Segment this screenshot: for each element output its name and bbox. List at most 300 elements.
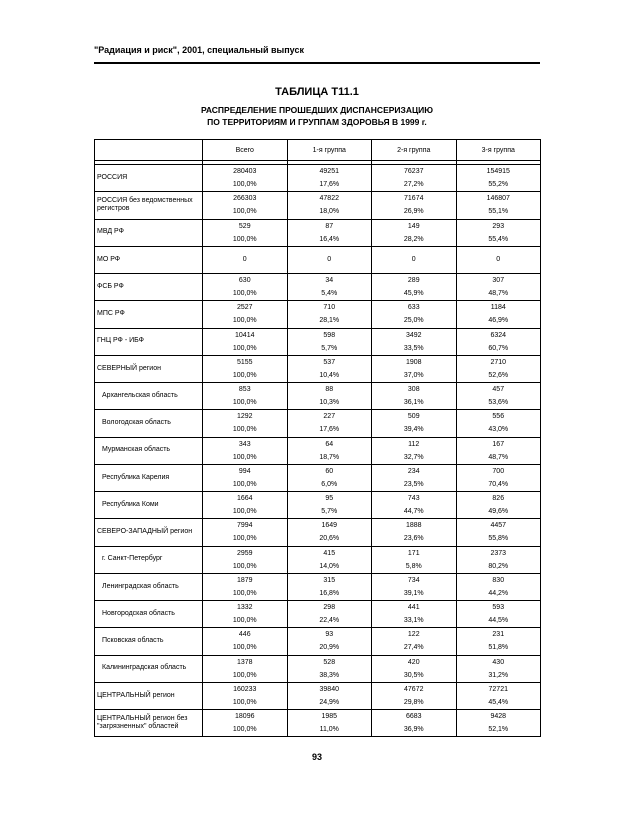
percent-value: 52,1% bbox=[488, 726, 509, 734]
percent-value: 33,5% bbox=[403, 344, 424, 352]
count-value: 598 bbox=[323, 331, 336, 339]
health-groups-table bbox=[94, 139, 541, 737]
count-value: 3492 bbox=[405, 331, 422, 339]
cell-group-1 bbox=[287, 301, 372, 328]
percent-value: 70,4% bbox=[488, 480, 509, 488]
percent-value: 38,3% bbox=[319, 671, 340, 679]
cell-group-1 bbox=[287, 410, 372, 437]
percent-value: 18,0% bbox=[319, 208, 340, 216]
cell-group-1 bbox=[287, 655, 372, 682]
percent-value: 100,0% bbox=[232, 317, 257, 325]
percent-value: 28,2% bbox=[403, 235, 424, 243]
percent-value: 16,8% bbox=[319, 589, 340, 597]
cell-group-1 bbox=[287, 328, 372, 355]
percent-value: 18,7% bbox=[319, 453, 340, 461]
percent-value: 100,0% bbox=[232, 208, 257, 216]
table-row bbox=[95, 655, 541, 682]
table-row bbox=[95, 192, 541, 219]
count-value: 76237 bbox=[404, 168, 424, 176]
count-value: 34 bbox=[325, 277, 334, 285]
count-value: 0 bbox=[411, 256, 416, 264]
count-value: 743 bbox=[407, 495, 420, 503]
percent-value: 100,0% bbox=[232, 562, 257, 570]
table-row bbox=[95, 355, 541, 382]
count-value: 10414 bbox=[235, 331, 255, 339]
cell-group-3 bbox=[456, 301, 541, 328]
row-label: РОССИЯ без ведомственных регистров bbox=[95, 192, 203, 219]
count-value: 1378 bbox=[236, 658, 253, 666]
row-label: Республика Коми bbox=[95, 492, 203, 519]
count-value: 509 bbox=[407, 413, 420, 421]
row-label: г. Санкт-Петербург bbox=[95, 546, 203, 573]
count-value: 830 bbox=[492, 576, 505, 584]
percent-value: 36,1% bbox=[403, 399, 424, 407]
cell-total bbox=[203, 165, 288, 192]
cell-group-2 bbox=[372, 437, 457, 464]
header-row bbox=[95, 140, 541, 161]
cell-total bbox=[203, 519, 288, 546]
running-header: "Радиация и риск", 2001, специальный выпуск bbox=[94, 45, 304, 55]
cell-group-1 bbox=[287, 383, 372, 410]
count-value: 266303 bbox=[233, 195, 257, 203]
cell-group-1 bbox=[287, 573, 372, 600]
cell-group-2 bbox=[372, 383, 457, 410]
cell-group-3 bbox=[456, 464, 541, 491]
cell-group-2 bbox=[372, 165, 457, 192]
row-label: МПС РФ bbox=[95, 301, 203, 328]
table-row bbox=[95, 383, 541, 410]
cell-group-3 bbox=[456, 328, 541, 355]
table-row bbox=[95, 165, 541, 192]
header-rule bbox=[94, 62, 540, 64]
percent-value: 33,1% bbox=[403, 617, 424, 625]
cell-group-3 bbox=[456, 573, 541, 600]
percent-value: 55,4% bbox=[488, 235, 509, 243]
cell-group-1 bbox=[287, 437, 372, 464]
count-value: 1879 bbox=[236, 576, 253, 584]
count-value: 441 bbox=[407, 604, 420, 612]
table-row bbox=[95, 710, 541, 737]
row-label: Мурманская область bbox=[95, 437, 203, 464]
percent-value: 100,0% bbox=[232, 726, 257, 734]
percent-value: 31,2% bbox=[488, 671, 509, 679]
count-value: 1649 bbox=[321, 522, 338, 530]
percent-value: 100,0% bbox=[232, 371, 257, 379]
cell-group-2 bbox=[372, 519, 457, 546]
table-row bbox=[95, 492, 541, 519]
table-row bbox=[95, 301, 541, 328]
cell-total bbox=[203, 464, 288, 491]
percent-value: 100,0% bbox=[232, 589, 257, 597]
percent-value: 60,7% bbox=[488, 344, 509, 352]
count-value: 308 bbox=[407, 386, 420, 394]
cell-group-3 bbox=[456, 601, 541, 628]
row-label: Новгородская область bbox=[95, 601, 203, 628]
cell-total bbox=[203, 219, 288, 246]
count-value: 160233 bbox=[233, 685, 257, 693]
percent-value: 48,7% bbox=[488, 290, 509, 298]
count-value: 167 bbox=[492, 440, 505, 448]
table-row bbox=[95, 628, 541, 655]
table-title: ТАБЛИЦА Т11.1 bbox=[275, 86, 359, 98]
count-value: 171 bbox=[407, 549, 420, 557]
cell-total bbox=[203, 410, 288, 437]
cell-group-1 bbox=[287, 601, 372, 628]
cell-group-1 bbox=[287, 246, 372, 273]
cell-group-2 bbox=[372, 546, 457, 573]
cell-group-2 bbox=[372, 601, 457, 628]
cell-group-1 bbox=[287, 546, 372, 573]
count-value: 1908 bbox=[405, 358, 422, 366]
count-value: 5155 bbox=[236, 358, 253, 366]
count-value: 700 bbox=[492, 467, 505, 475]
count-value: 9428 bbox=[490, 713, 507, 721]
table-row bbox=[95, 464, 541, 491]
row-label: ЦЕНТРАЛЬНЫЙ регион bbox=[95, 682, 203, 709]
count-value: 293 bbox=[492, 222, 505, 230]
cell-group-3 bbox=[456, 355, 541, 382]
percent-value: 100,0% bbox=[232, 644, 257, 652]
cell-group-3 bbox=[456, 628, 541, 655]
count-value: 47672 bbox=[404, 685, 424, 693]
percent-value: 39,1% bbox=[403, 589, 424, 597]
count-value: 537 bbox=[323, 358, 336, 366]
count-value: 420 bbox=[407, 658, 420, 666]
row-label: Вологодская область bbox=[95, 410, 203, 437]
count-value: 60 bbox=[325, 467, 334, 475]
percent-value: 5,7% bbox=[321, 344, 338, 352]
count-value: 994 bbox=[238, 467, 251, 475]
percent-value: 5,7% bbox=[321, 508, 338, 516]
cell-group-2 bbox=[372, 492, 457, 519]
percent-value: 100,0% bbox=[232, 617, 257, 625]
percent-value: 25,0% bbox=[403, 317, 424, 325]
cell-group-2 bbox=[372, 219, 457, 246]
percent-value: 20,6% bbox=[319, 535, 340, 543]
count-value: 72721 bbox=[488, 685, 508, 693]
row-label: ГНЦ РФ - ИБФ bbox=[95, 328, 203, 355]
row-label: РОССИЯ bbox=[95, 165, 203, 192]
column-header-group-2: 2-я группа bbox=[372, 140, 457, 161]
cell-group-2 bbox=[372, 192, 457, 219]
percent-value: 45,9% bbox=[403, 290, 424, 298]
percent-value: 5,4% bbox=[321, 290, 338, 298]
count-value: 1292 bbox=[236, 413, 253, 421]
table-row bbox=[95, 274, 541, 301]
cell-total bbox=[203, 274, 288, 301]
percent-value: 17,6% bbox=[319, 181, 340, 189]
count-value: 289 bbox=[407, 277, 420, 285]
count-value: 4457 bbox=[490, 522, 507, 530]
column-header-group-3: 3-я группа bbox=[456, 140, 541, 161]
percent-value: 100,0% bbox=[232, 399, 257, 407]
percent-value: 53,6% bbox=[488, 399, 509, 407]
count-value: 95 bbox=[325, 495, 334, 503]
count-value: 0 bbox=[496, 256, 501, 264]
count-value: 0 bbox=[327, 256, 332, 264]
percent-value: 51,8% bbox=[488, 644, 509, 652]
count-value: 556 bbox=[492, 413, 505, 421]
cell-total bbox=[203, 246, 288, 273]
row-label: МВД РФ bbox=[95, 219, 203, 246]
page-number: 93 bbox=[311, 752, 322, 762]
count-value: 298 bbox=[323, 604, 336, 612]
count-value: 2959 bbox=[236, 549, 253, 557]
cell-total bbox=[203, 546, 288, 573]
cell-total bbox=[203, 682, 288, 709]
table-header bbox=[95, 140, 541, 161]
cell-total bbox=[203, 628, 288, 655]
column-header-total: Всего bbox=[203, 140, 288, 161]
count-value: 528 bbox=[323, 658, 336, 666]
percent-value: 6,0% bbox=[321, 480, 338, 488]
percent-value: 16,4% bbox=[319, 235, 340, 243]
percent-value: 52,6% bbox=[488, 371, 509, 379]
count-value: 415 bbox=[323, 549, 336, 557]
table-row bbox=[95, 519, 541, 546]
percent-value: 100,0% bbox=[232, 698, 257, 706]
percent-value: 45,4% bbox=[488, 698, 509, 706]
cell-group-3 bbox=[456, 710, 541, 737]
table-row bbox=[95, 410, 541, 437]
percent-value: 22,4% bbox=[319, 617, 340, 625]
percent-value: 11,0% bbox=[319, 726, 339, 734]
row-label: МО РФ bbox=[95, 246, 203, 273]
cell-group-3 bbox=[456, 192, 541, 219]
cell-total bbox=[203, 328, 288, 355]
count-value: 93 bbox=[325, 631, 334, 639]
cell-group-1 bbox=[287, 710, 372, 737]
cell-group-2 bbox=[372, 246, 457, 273]
percent-value: 23,6% bbox=[403, 535, 424, 543]
count-value: 630 bbox=[238, 277, 251, 285]
count-value: 1184 bbox=[490, 304, 506, 312]
table-row bbox=[95, 546, 541, 573]
count-value: 457 bbox=[492, 386, 505, 394]
cell-group-1 bbox=[287, 519, 372, 546]
percent-value: 17,6% bbox=[319, 426, 340, 434]
percent-value: 23,5% bbox=[403, 480, 424, 488]
row-label: ФСБ РФ bbox=[95, 274, 203, 301]
row-label: ЦЕНТРАЛЬНЫЙ регион без "загрязненных" областей bbox=[95, 710, 203, 737]
row-label: Псковская область bbox=[95, 628, 203, 655]
row-label: СЕВЕРО-ЗАПАДНЫЙ регион bbox=[95, 519, 203, 546]
count-value: 853 bbox=[238, 386, 251, 394]
count-value: 122 bbox=[407, 631, 420, 639]
percent-value: 44,5% bbox=[488, 617, 509, 625]
cell-group-2 bbox=[372, 274, 457, 301]
cell-total bbox=[203, 437, 288, 464]
count-value: 280403 bbox=[233, 168, 257, 176]
header-corner bbox=[95, 140, 203, 161]
cell-total bbox=[203, 655, 288, 682]
count-value: 71674 bbox=[404, 195, 424, 203]
percent-value: 55,2% bbox=[488, 181, 509, 189]
cell-group-2 bbox=[372, 710, 457, 737]
percent-value: 28,1% bbox=[319, 317, 340, 325]
count-value: 1332 bbox=[236, 604, 253, 612]
table-row bbox=[95, 573, 541, 600]
cell-group-2 bbox=[372, 464, 457, 491]
percent-value: 48,7% bbox=[488, 453, 509, 461]
cell-group-1 bbox=[287, 192, 372, 219]
percent-value: 49,6% bbox=[488, 508, 509, 516]
percent-value: 43,0% bbox=[488, 426, 509, 434]
table-row bbox=[95, 219, 541, 246]
cell-group-1 bbox=[287, 165, 372, 192]
percent-value: 26,9% bbox=[403, 208, 424, 216]
count-value: 87 bbox=[325, 222, 334, 230]
cell-group-3 bbox=[456, 246, 541, 273]
count-value: 227 bbox=[323, 413, 336, 421]
cell-group-3 bbox=[456, 274, 541, 301]
cell-group-3 bbox=[456, 519, 541, 546]
cell-group-2 bbox=[372, 628, 457, 655]
table-row bbox=[95, 246, 541, 273]
percent-value: 44,7% bbox=[403, 508, 424, 516]
row-label: Республика Карелия bbox=[95, 464, 203, 491]
count-value: 446 bbox=[238, 631, 251, 639]
percent-value: 100,0% bbox=[232, 535, 257, 543]
cell-group-3 bbox=[456, 437, 541, 464]
cell-total bbox=[203, 301, 288, 328]
cell-group-3 bbox=[456, 219, 541, 246]
count-value: 47822 bbox=[319, 195, 339, 203]
count-value: 1985 bbox=[321, 713, 338, 721]
count-value: 112 bbox=[408, 440, 420, 448]
count-value: 0 bbox=[242, 256, 247, 264]
count-value: 710 bbox=[323, 304, 336, 312]
count-value: 39840 bbox=[319, 685, 339, 693]
count-value: 231 bbox=[492, 631, 505, 639]
count-value: 315 bbox=[323, 576, 336, 584]
cell-group-3 bbox=[456, 492, 541, 519]
table-row bbox=[95, 601, 541, 628]
cell-total bbox=[203, 573, 288, 600]
count-value: 2710 bbox=[490, 358, 507, 366]
subtitle-line-1: РАСПРЕДЕЛЕНИЕ ПРОШЕДШИХ ДИСПАНСЕРИЗАЦИЮ bbox=[200, 105, 434, 115]
count-value: 529 bbox=[238, 222, 251, 230]
percent-value: 39,4% bbox=[403, 426, 424, 434]
count-value: 146807 bbox=[486, 195, 510, 203]
percent-value: 24,9% bbox=[319, 698, 340, 706]
cell-group-2 bbox=[372, 410, 457, 437]
cell-group-1 bbox=[287, 355, 372, 382]
cell-group-1 bbox=[287, 628, 372, 655]
count-value: 49251 bbox=[319, 168, 339, 176]
cell-group-3 bbox=[456, 383, 541, 410]
percent-value: 55,8% bbox=[488, 535, 509, 543]
percent-value: 100,0% bbox=[232, 508, 257, 516]
percent-value: 27,4% bbox=[403, 644, 424, 652]
percent-value: 27,2% bbox=[403, 181, 424, 189]
cell-total bbox=[203, 601, 288, 628]
cell-group-2 bbox=[372, 301, 457, 328]
count-value: 734 bbox=[407, 576, 420, 584]
cell-group-2 bbox=[372, 682, 457, 709]
cell-group-1 bbox=[287, 464, 372, 491]
row-label: Ленинградская область bbox=[95, 573, 203, 600]
percent-value: 29,8% bbox=[403, 698, 424, 706]
table-subtitle bbox=[0, 104, 634, 128]
count-value: 826 bbox=[492, 495, 505, 503]
count-value: 1664 bbox=[236, 495, 253, 503]
percent-value: 10,4% bbox=[319, 371, 340, 379]
table-row bbox=[95, 682, 541, 709]
cell-group-1 bbox=[287, 682, 372, 709]
percent-value: 100,0% bbox=[232, 235, 257, 243]
count-value: 18096 bbox=[235, 713, 255, 721]
count-value: 2527 bbox=[236, 304, 253, 312]
cell-group-3 bbox=[456, 410, 541, 437]
count-value: 2373 bbox=[490, 549, 507, 557]
count-value: 234 bbox=[407, 467, 420, 475]
percent-value: 37,0% bbox=[403, 371, 424, 379]
cell-total bbox=[203, 192, 288, 219]
percent-value: 55,1% bbox=[488, 208, 509, 216]
count-value: 64 bbox=[325, 440, 334, 448]
percent-value: 100,0% bbox=[232, 453, 257, 461]
percent-value: 100,0% bbox=[232, 290, 257, 298]
count-value: 6324 bbox=[490, 331, 507, 339]
count-value: 149 bbox=[407, 222, 420, 230]
table-row bbox=[95, 328, 541, 355]
percent-value: 44,2% bbox=[488, 589, 509, 597]
table-body bbox=[95, 161, 541, 737]
count-value: 343 bbox=[238, 440, 251, 448]
percent-value: 10,3% bbox=[319, 399, 340, 407]
count-value: 154915 bbox=[486, 168, 510, 176]
column-header-group-1: 1-я группа bbox=[287, 140, 372, 161]
cell-group-3 bbox=[456, 682, 541, 709]
cell-group-3 bbox=[456, 655, 541, 682]
cell-group-3 bbox=[456, 546, 541, 573]
percent-value: 32,7% bbox=[403, 453, 424, 461]
cell-total bbox=[203, 355, 288, 382]
percent-value: 5,8% bbox=[405, 562, 422, 570]
cell-group-2 bbox=[372, 655, 457, 682]
percent-value: 14,0% bbox=[319, 562, 340, 570]
percent-value: 100,0% bbox=[232, 480, 257, 488]
percent-value: 100,0% bbox=[232, 671, 257, 679]
count-value: 633 bbox=[407, 304, 420, 312]
percent-value: 100,0% bbox=[232, 181, 257, 189]
cell-group-3 bbox=[456, 165, 541, 192]
percent-value: 46,9% bbox=[488, 317, 509, 325]
percent-value: 100,0% bbox=[232, 426, 257, 434]
cell-group-1 bbox=[287, 219, 372, 246]
row-label: СЕВЕРНЫЙ регион bbox=[95, 355, 203, 382]
count-value: 7994 bbox=[236, 522, 253, 530]
count-value: 593 bbox=[492, 604, 505, 612]
count-value: 430 bbox=[492, 658, 505, 666]
row-label: Архангельская область bbox=[95, 383, 203, 410]
subtitle-line-2: ПО ТЕРРИТОРИЯМ И ГРУППАМ ЗДОРОВЬЯ В 1999 г. bbox=[207, 117, 427, 127]
percent-value: 100,0% bbox=[232, 344, 257, 352]
cell-group-1 bbox=[287, 274, 372, 301]
cell-group-2 bbox=[372, 328, 457, 355]
cell-group-1 bbox=[287, 492, 372, 519]
percent-value: 80,2% bbox=[488, 562, 509, 570]
percent-value: 20,9% bbox=[319, 644, 340, 652]
count-value: 307 bbox=[492, 277, 505, 285]
percent-value: 30,5% bbox=[403, 671, 424, 679]
row-label: Калининградская область bbox=[95, 655, 203, 682]
cell-total bbox=[203, 710, 288, 737]
cell-total bbox=[203, 492, 288, 519]
table-row bbox=[95, 437, 541, 464]
cell-group-2 bbox=[372, 573, 457, 600]
